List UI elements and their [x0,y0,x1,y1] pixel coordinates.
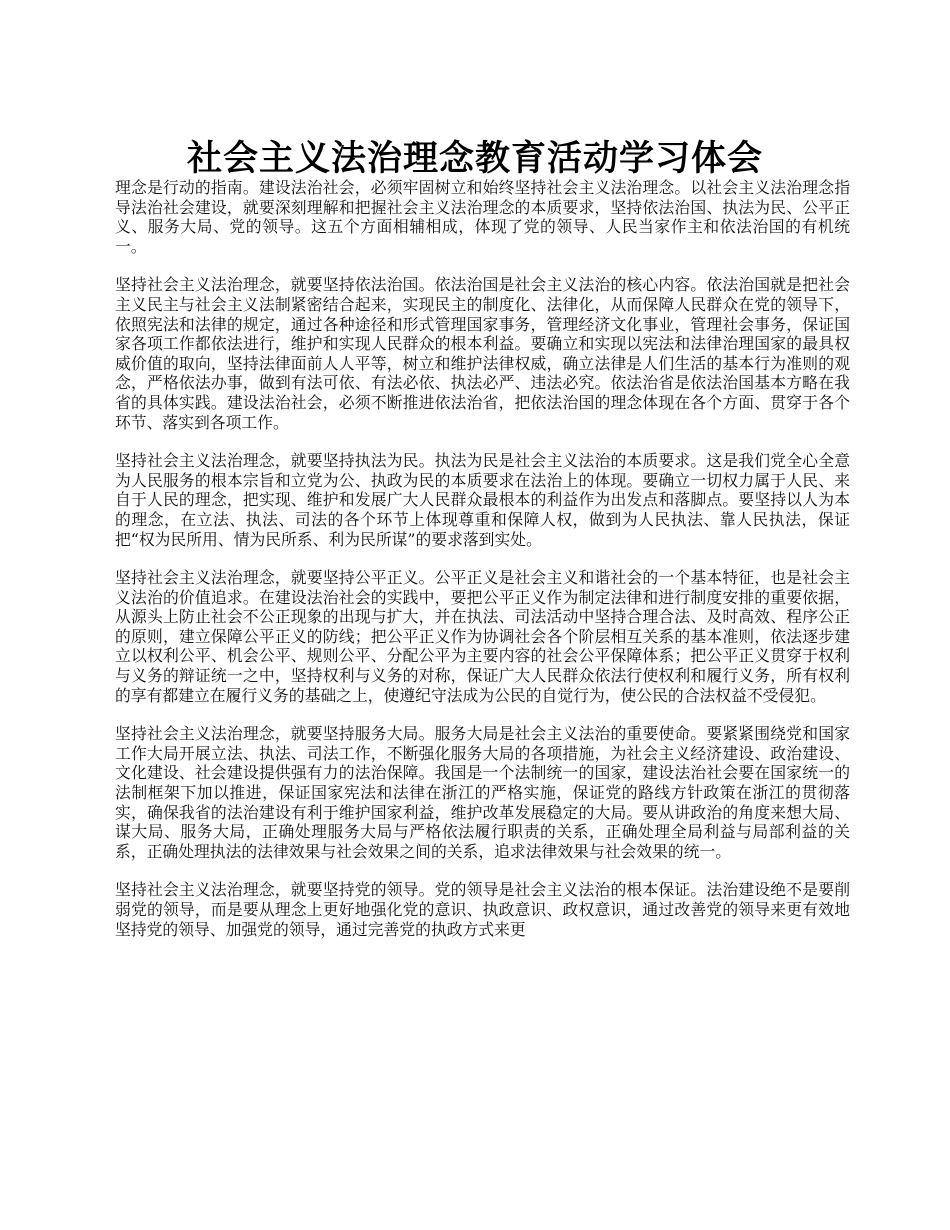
paragraph: 坚持社会主义法治理念，就要坚持公平正义。公平正义是社会主义和谐社会的一个基本特征，也是社会主义法治的价值追求。在建设法治社会的实践中，要把公平正义作为制定法律和进行制度安排的重要依据，从源头上防止社会不公正现象的出现与扩大，并在执法、司法活动中坚持合理合法、及时高效、程序公正的原则，建立保障公平正义的防线；把公平正义作为协调社会各个阶层相互关系的基本准则，依法逐步建立以权利公平、机会公平、规则公平、分配公平为主要内容的社会公平保障体系；把公平正义贯穿于权利与义务的辩证统一之中，坚持权利与义务的对称，保证广大人民群众依法行使权利和履行义务，所有权利的享有都建立在履行义务的基础之上，使遵纪守法成为公民的自觉行为，使公民的合法权益不受侵犯。 [115,568,850,705]
paragraph: 坚持社会主义法治理念，就要坚持执法为民。执法为民是社会主义法治的本质要求。这是我们党全心全意为人民服务的根本宗旨和立党为公、执政为民的本质要求在法治上的体现。要确立一切权力属于人民、来自于人民的理念，把实现、维护和发展广大人民群众最根本的利益作为出发点和落脚点。要坚持以人为本的理念，在立法、执法、司法的各个环节上体现尊重和保障人权，做到为人民执法、靠人民执法，保证把“权为民所用、情为民所系、利为民所谋”的要求落到实处。 [115,451,850,549]
paragraph: 坚持社会主义法治理念，就要坚持服务大局。服务大局是社会主义法治的重要使命。要紧紧围绕党和国家工作大局开展立法、执法、司法工作，不断强化服务大局的各项措施，为社会主义经济建设、政治建设、文化建设、社会建设提供强有力的法治保障。我国是一个法制统一的国家，建设法治社会要在国家统一的法制框架下加以推进，保证国家宪法和法律在浙江的严格实施，保证党的路线方针政策在浙江的贯彻落实，确保我省的法治建设有利于维护国家利益，维护改革发展稳定的大局。要从讲政治的角度来想大局、谋大局、服务大局，正确处理服务大局与严格依法履行职责的关系，正确处理全局利益与局部利益的关系，正确处理执法的法律效果与社会效果之间的关系，追求法律效果与社会效果的统一。 [115,724,850,861]
document-title: 社会主义法治理念教育活动学习体会 [186,138,763,180]
document-body [115,178,850,958]
paragraph: 理念是行动的指南。建设法治社会，必须牢固树立和始终坚持社会主义法治理念。以社会主义法治理念指导法治社会建设，就要深刻理解和把握社会主义法治理念的本质要求，坚持依法治国、执法为民、公平正义、服务大局、党的领导。这五个方面相辅相成，体现了党的领导、人民当家作主和依法治国的有机统一。 [115,178,850,256]
paragraph: 坚持社会主义法治理念，就要坚持依法治国。依法治国是社会主义法治的核心内容。依法治国就是把社会主义民主与社会主义法制紧密结合起来，实现民主的制度化、法律化，从而保障人民群众在党的领导下，依照宪法和法律的规定，通过各种途径和形式管理国家事务，管理经济文化事业，管理社会事务，保证国家各项工作都依法进行，维护和实现人民群众的根本利益。要确立和实现以宪法和法律治理国家的最具权威价值的取向，坚持法律面前人人平等，树立和维护法律权威，确立法律是人们生活的基本行为准则的观念，严格依法办事，做到有法可依、有法必依、执法必严、违法必究。依法治省是依法治国基本方略在我省的具体实践。建设法治社会，必须不断推进依法治省，把依法治国的理念体现在各个方面、贯穿于各个环节、落实到各项工作。 [115,275,850,432]
paragraph: 坚持社会主义法治理念，就要坚持党的领导。党的领导是社会主义法治的根本保证。法治建设绝不是要削弱党的领导，而是要从理念上更好地强化党的意识、执政意识、政权意识，通过改善党的领导来更有效地坚持党的领导、加强党的领导，通过完善党的执政方式来更 [115,880,850,939]
